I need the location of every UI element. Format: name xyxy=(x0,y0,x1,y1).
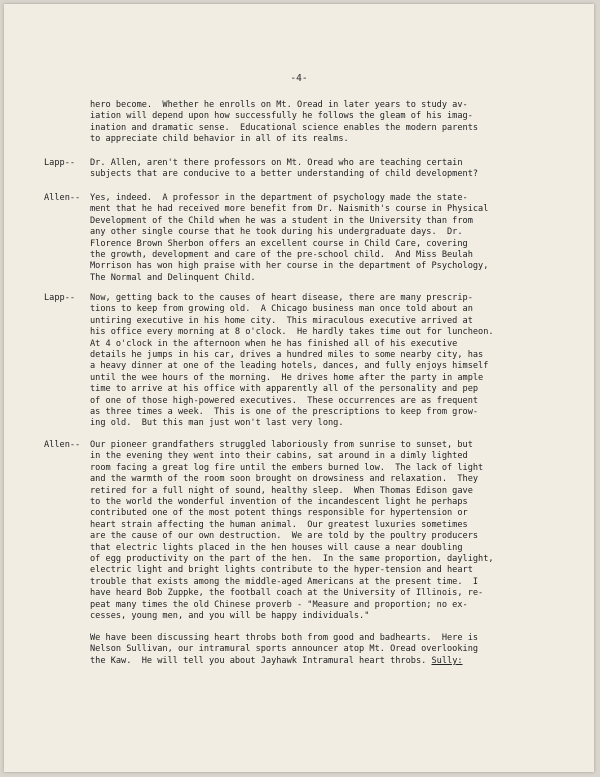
text-line: heart strain affecting the human animal. Our greatest luxuries sometimes xyxy=(90,519,468,530)
text-line: Morrison has won high praise with her course in the department of Psychology, xyxy=(90,261,489,272)
text-line: iation will depend upon how successfully he follows the gleam of his imag- xyxy=(90,111,473,122)
text-line: any other single course that he took during his undergraduate days. Dr. xyxy=(90,227,463,238)
text-line: of egg productivity on the part of the hen. In the same proportion, daylight, xyxy=(90,554,494,565)
speaker-cue: Sully: xyxy=(431,655,463,666)
text-line: have heard Bob Zuppke, the football coach at the University of Illinois, re- xyxy=(90,588,484,599)
text-line: hero become. Whether he enrolls on Mt. Oread in later years to study av- xyxy=(90,100,468,110)
text-line: At 4 o'clock in the afternoon when he has finished all of his executive xyxy=(90,338,458,349)
text-line: Nelson Sullivan, our intramural sports announcer atop Mt. Oread overlooking xyxy=(90,644,479,655)
speaker-label: Lapp-- xyxy=(44,158,76,168)
text-line: Our pioneer grandfathers struggled laboriously from sunrise to sunset, but xyxy=(90,440,473,450)
text-line: ination and dramatic sense. Educational science enables the modern parents xyxy=(90,122,479,133)
text-line: retired for a full night of sound, healthy sleep. When Thomas Edison gave xyxy=(90,485,473,496)
text-line: Development of the Child when he was a student in the University than from xyxy=(90,215,473,226)
text-line: contributed one of the most potent things responsible for hypertension or xyxy=(90,508,468,519)
text-line: and the warmth of the room soon brought on drowsiness and relaxation. They xyxy=(90,474,479,485)
text-line xyxy=(90,656,566,667)
text-line: to the world the wonderful invention of the incandescent light he perhaps xyxy=(90,497,468,508)
speaker-label: Lapp-- xyxy=(44,293,76,303)
text-line: We have been discussing heart throbs both from good and badhearts. Here is xyxy=(90,633,479,643)
paragraph-text xyxy=(90,158,566,181)
text-line: ment that he had received more benefit from Dr. Naismith's course in Physical xyxy=(90,204,489,215)
speaker-label: Allen-- xyxy=(44,440,81,450)
text-line: to appreciate child behavior in all of its realms. xyxy=(90,134,349,145)
text-line: Dr. Allen, aren't there professors on Mt. Oread who are teaching certain xyxy=(90,158,463,168)
text-line: subjects that are conducive to a better understanding of child development? xyxy=(90,169,479,180)
text-line: of one of those high-powered executives. These occurrences are as frequent xyxy=(90,395,479,406)
text-line: Yes, indeed. A professor in the department of psychology made the state- xyxy=(90,193,468,203)
text-line: are the cause of our own destruction. We are told by the poultry producers xyxy=(90,531,479,542)
paragraph-text xyxy=(90,440,566,623)
paragraph-text xyxy=(90,100,566,146)
paragraph-text xyxy=(90,193,566,284)
text-line: cesses, young men, and you will be happy individuals." xyxy=(90,611,370,622)
text-line: as three times a week. This is one of the prescriptions to keep from grow- xyxy=(90,407,479,418)
paragraph-text xyxy=(90,293,566,430)
text-line: a heavy dinner at one of the leading hotels, dances, and fully enjoys himself xyxy=(90,361,489,372)
text-line: the growth, development and care of the pre-school child. And Miss Beulah xyxy=(90,250,473,261)
text-line: until the wee hours of the morning. He drives home after the party in ample xyxy=(90,372,484,383)
paragraph-text xyxy=(90,633,566,667)
text-line: ing old. But this man just won't last very long. xyxy=(90,418,344,429)
text-line: his office every morning at 8 o'clock. He hardly takes time out for luncheon. xyxy=(90,327,494,338)
text-line: details he jumps in his car, drives a hundred miles to some nearby city, has xyxy=(90,350,484,361)
text-line: tions to keep from growing old. A Chicago business man once told about an xyxy=(90,304,473,315)
text-line: that electric lights placed in the hen houses will cause a near doubling xyxy=(90,542,463,553)
speaker-label: Allen-- xyxy=(44,193,81,203)
text-line: peat many times the old Chinese proverb - "Measure and proportion; no ex- xyxy=(90,599,468,610)
text-line: Florence Brown Sherbon offers an excellent course in Child Care, covering xyxy=(90,238,468,249)
text-line-content: the Kaw. He will tell you about Jayhawk Intramural heart throbs. xyxy=(90,655,427,666)
text-line: electric light and bright lights contribute to the hyper-tension and heart xyxy=(90,565,473,576)
text-line: time to arrive at his office with apparently all of the personality and pep xyxy=(90,384,479,395)
text-line: Now, getting back to the causes of heart disease, there are many prescrip- xyxy=(90,293,473,303)
page-number: -4- xyxy=(290,73,308,84)
text-line: room facing a great log fire until the embers burned low. The lack of light xyxy=(90,462,484,473)
text-line: The Normal and Delinquent Child. xyxy=(90,272,256,283)
text-line: untiring executive in his home city. This miraculous executive arrived at xyxy=(90,315,473,326)
document-page xyxy=(4,4,594,772)
text-line: trouble that exists among the middle-aged Americans at the present time. I xyxy=(90,576,479,587)
text-line: in the evening they went into their cabins, sat around in a dimly lighted xyxy=(90,451,468,462)
